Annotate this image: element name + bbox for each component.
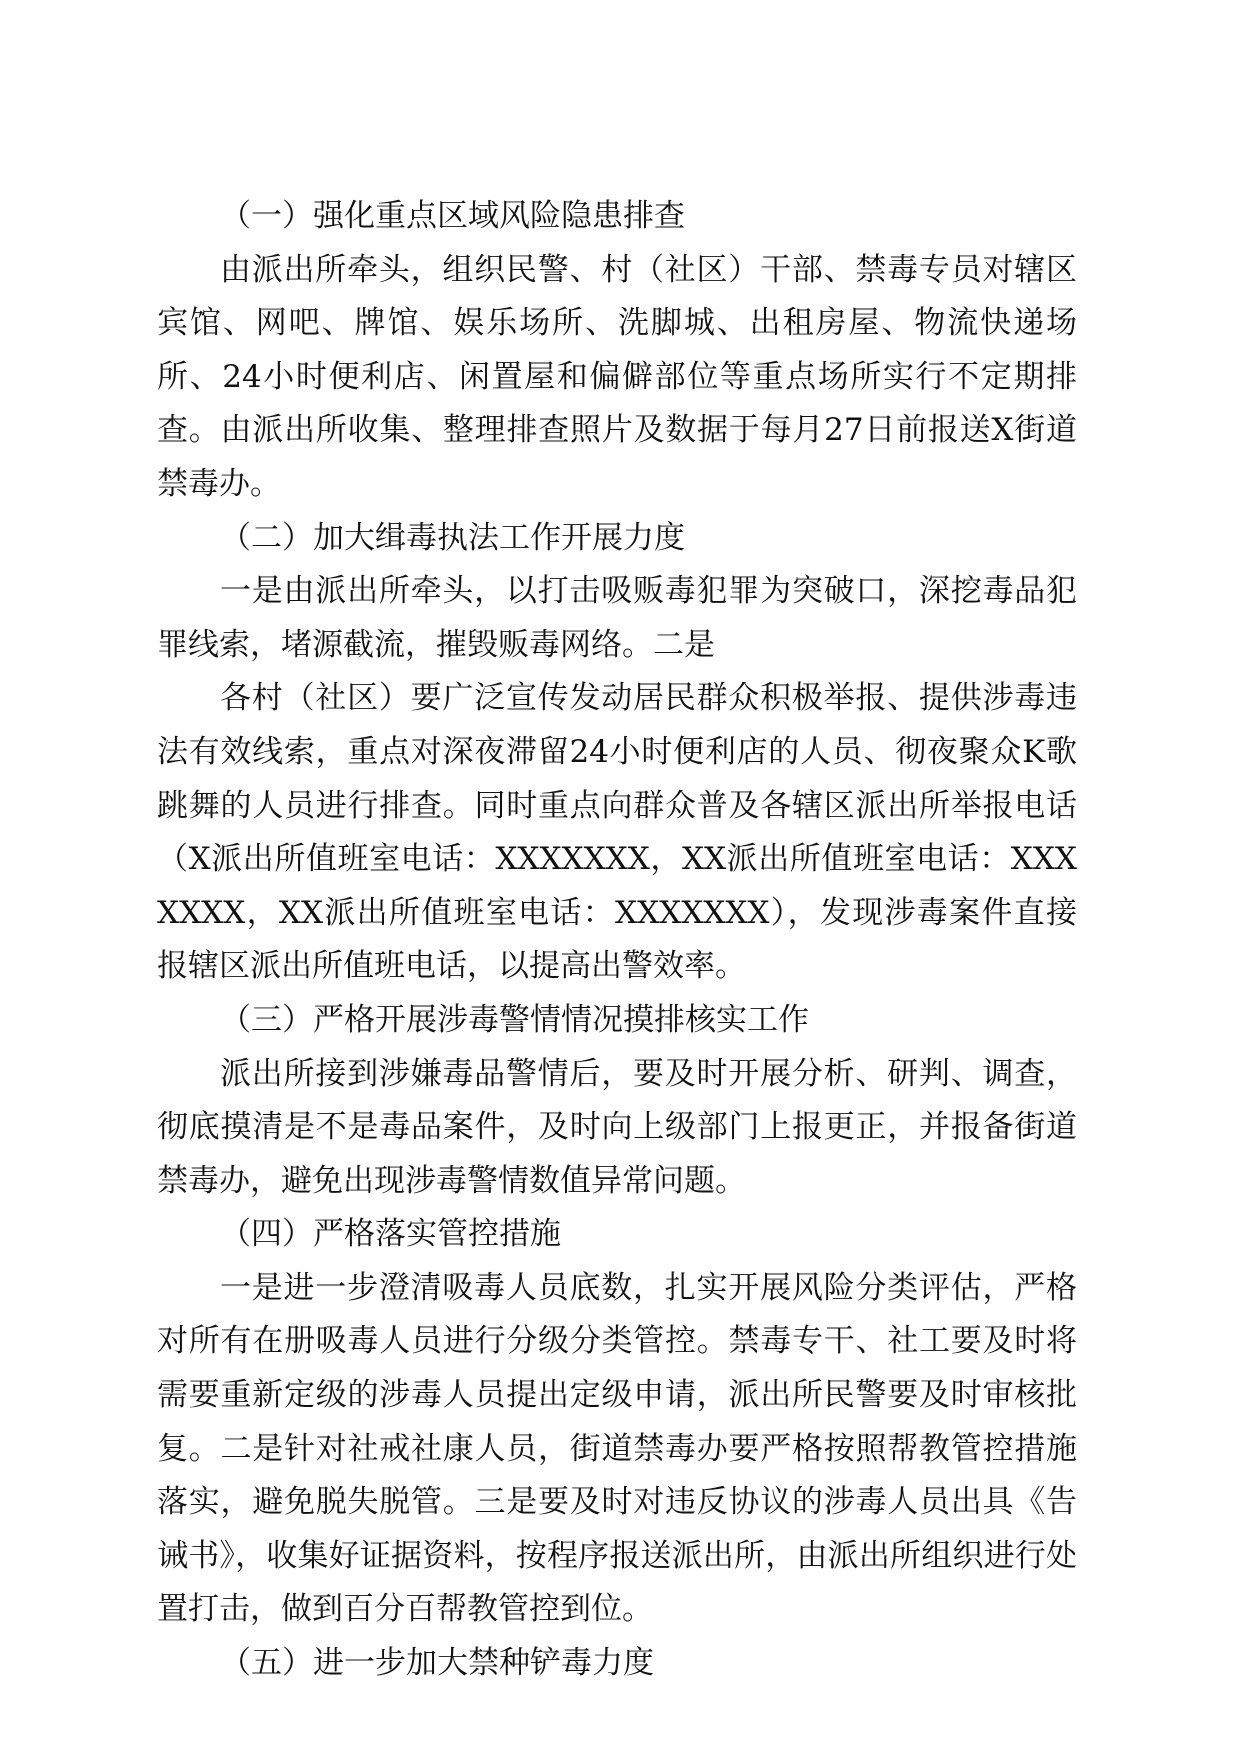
section-3-paragraph-1: 派出所接到涉嫌毒品警情后，要及时开展分析、研判、调查，彻底摸清是不是毒品案件，及时向上级部门上报更正，并报备街道禁毒办，避免出现涉毒警情数值异常问题。 (157, 1055, 1077, 1199)
section-2-paragraph-1: 一是由派出所牵头，以打击吸贩毒犯罪为突破口，深挖毒品犯罪线索，堵源截流，摧毁贩毒网络。二是 (157, 573, 1077, 663)
section-3-heading: （三）严格开展涉毒警情情况摸排核实工作 (220, 1001, 809, 1038)
section-2-paragraph-2: 各村（社区）要广泛宣传发动居民群众积极举报、提供涉毒违法有效线索，重点对深夜滞留24小时便利店的人员、彻夜聚众K歌跳舞的人员进行排查。同时重点向群众普及各辖区派出所举报电话（X派出所值班室电话：XXXXXXX，XX派出所值班室电话：XXXXXXX，XX派出所值班室电话：XXXXXXX），发现涉毒案件直接报辖区派出所值班电话，以提高出警效率。 (157, 680, 1077, 985)
section-1-paragraph-1: 由派出所牵头，组织民警、村（社区）干部、禁毒专员对辖区宾馆、网吧、牌馆、娱乐场所、洗脚城、出租房屋、物流快递场所、24小时便利店、闲置屋和偏僻部位等重点场所实行不定期排查。由派出所收集、整理排查照片及数据于每月27日前报送X街道禁毒办。 (157, 251, 1077, 502)
section-2-heading: （二）加大缉毒执法工作开展力度 (220, 519, 685, 556)
section-4-paragraph-1: 一是进一步澄清吸毒人员底数，扎实开展风险分类评估，严格对所有在册吸毒人员进行分级分类管控。禁毒专干、社工要及时将需要重新定级的涉毒人员提出定级申请，派出所民警要及时审核批复。二是针对社戒社康人员，街道禁毒办要严格按照帮教管控措施落实，避免脱失脱管。三是要及时对违反协议的涉毒人员出具《告诫书》，收集好证据资料，按程序报送派出所，由派出所组织进行处置打击，做到百分百帮教管控到位。 (157, 1269, 1077, 1628)
section-4-heading: （四）严格落实管控措施 (220, 1216, 561, 1253)
document-body (157, 190, 1077, 1691)
section-1-heading: （一）强化重点区域风险隐患排查 (220, 198, 685, 234)
section-5-heading: （五）进一步加大禁种铲毒力度 (220, 1645, 654, 1682)
